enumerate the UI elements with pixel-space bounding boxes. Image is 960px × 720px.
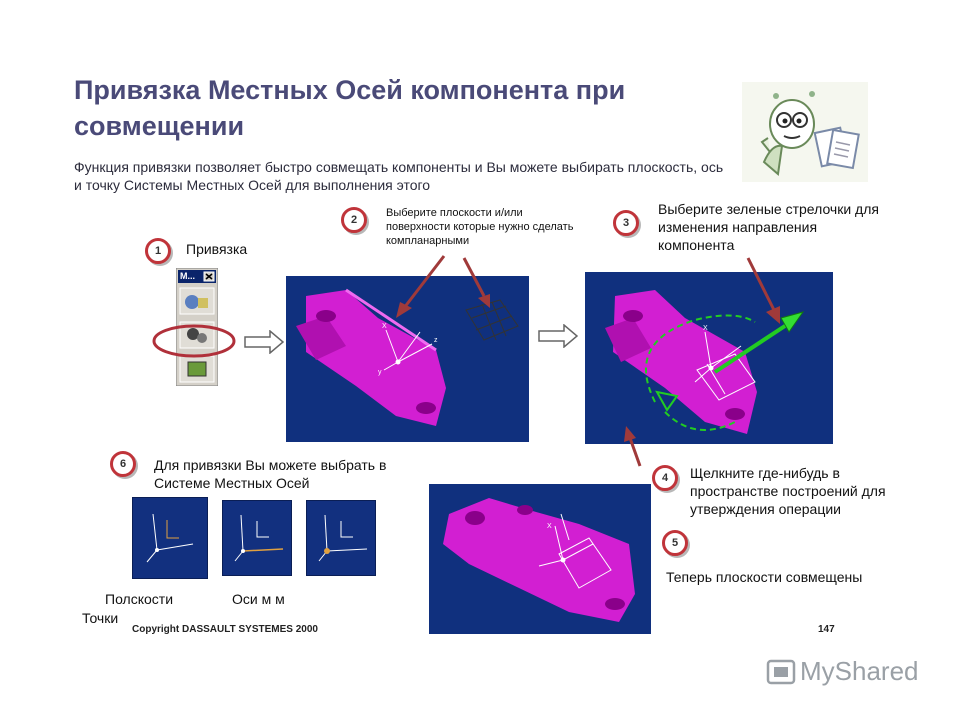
flow-arrow-icon xyxy=(538,324,578,348)
myshared-watermark xyxy=(766,656,919,687)
page-number: 147 xyxy=(818,624,835,635)
axis-y-label: y xyxy=(378,369,382,376)
copyright-text: Copyright DASSAULT SYSTEMES 2000 xyxy=(132,624,318,635)
step-6-badge: 6 xyxy=(110,451,136,477)
step-3-caption: Выберите зеленые стрелочки для изменения направления компонента xyxy=(658,201,879,253)
axis-x-label: X xyxy=(547,523,552,530)
watermark-text: MyShared xyxy=(800,656,919,686)
flow-arrow-icon xyxy=(244,330,284,354)
myshared-logo-icon xyxy=(766,657,796,687)
option-planes-label: Полскости xyxy=(105,591,174,607)
axis-system-points-image[interactable] xyxy=(306,500,376,576)
axis-z-label: z xyxy=(434,337,438,344)
step-6-caption: Для привязки Вы можете выбрать в Системе Местных Осей xyxy=(154,457,387,491)
page-subtitle: Функция привязки позволяет быстро совмещать компоненты и Вы можете выбирать плоскость, ось и точку Системы Местных Осей для выполнения этого xyxy=(74,159,724,193)
option-axes-label: Оси м м xyxy=(232,591,285,607)
step-2-caption: Выберите плоскости и/или поверхности которые нужно сделать компланарными xyxy=(386,207,574,247)
step-2-badge: 2 xyxy=(341,207,367,233)
toolbar-title: M... xyxy=(180,271,195,281)
step-4-caption: Щелкните где-нибудь в пространстве построений для утверждения операции xyxy=(690,465,886,517)
axis-x-label: X xyxy=(703,325,708,332)
axis-system-planes-image[interactable] xyxy=(132,497,208,579)
step-4-pointer xyxy=(622,424,646,468)
step-5-caption: Теперь плоскости совмещены xyxy=(666,569,863,585)
step-3-pointer xyxy=(744,256,784,326)
step-1-caption: Привязка xyxy=(186,241,248,257)
axis-system-axes-image[interactable] xyxy=(222,500,292,576)
step-5-badge: 5 xyxy=(662,530,688,556)
step-1-badge: 1 xyxy=(145,238,171,264)
axis-x-label: X xyxy=(382,323,387,330)
viewport-direction[interactable] xyxy=(585,272,833,444)
viewport-result[interactable] xyxy=(429,484,651,634)
step-3-badge: 3 xyxy=(613,210,639,236)
option-points-label: Точки xyxy=(82,610,119,626)
page-title: Привязка Местных Осей компонента при совмещении xyxy=(74,75,626,141)
thinking-character-illustration xyxy=(742,82,868,182)
step-4-badge: 4 xyxy=(652,465,678,491)
snap-tool-button[interactable] xyxy=(191,326,213,350)
step-2-pointers xyxy=(384,252,524,318)
